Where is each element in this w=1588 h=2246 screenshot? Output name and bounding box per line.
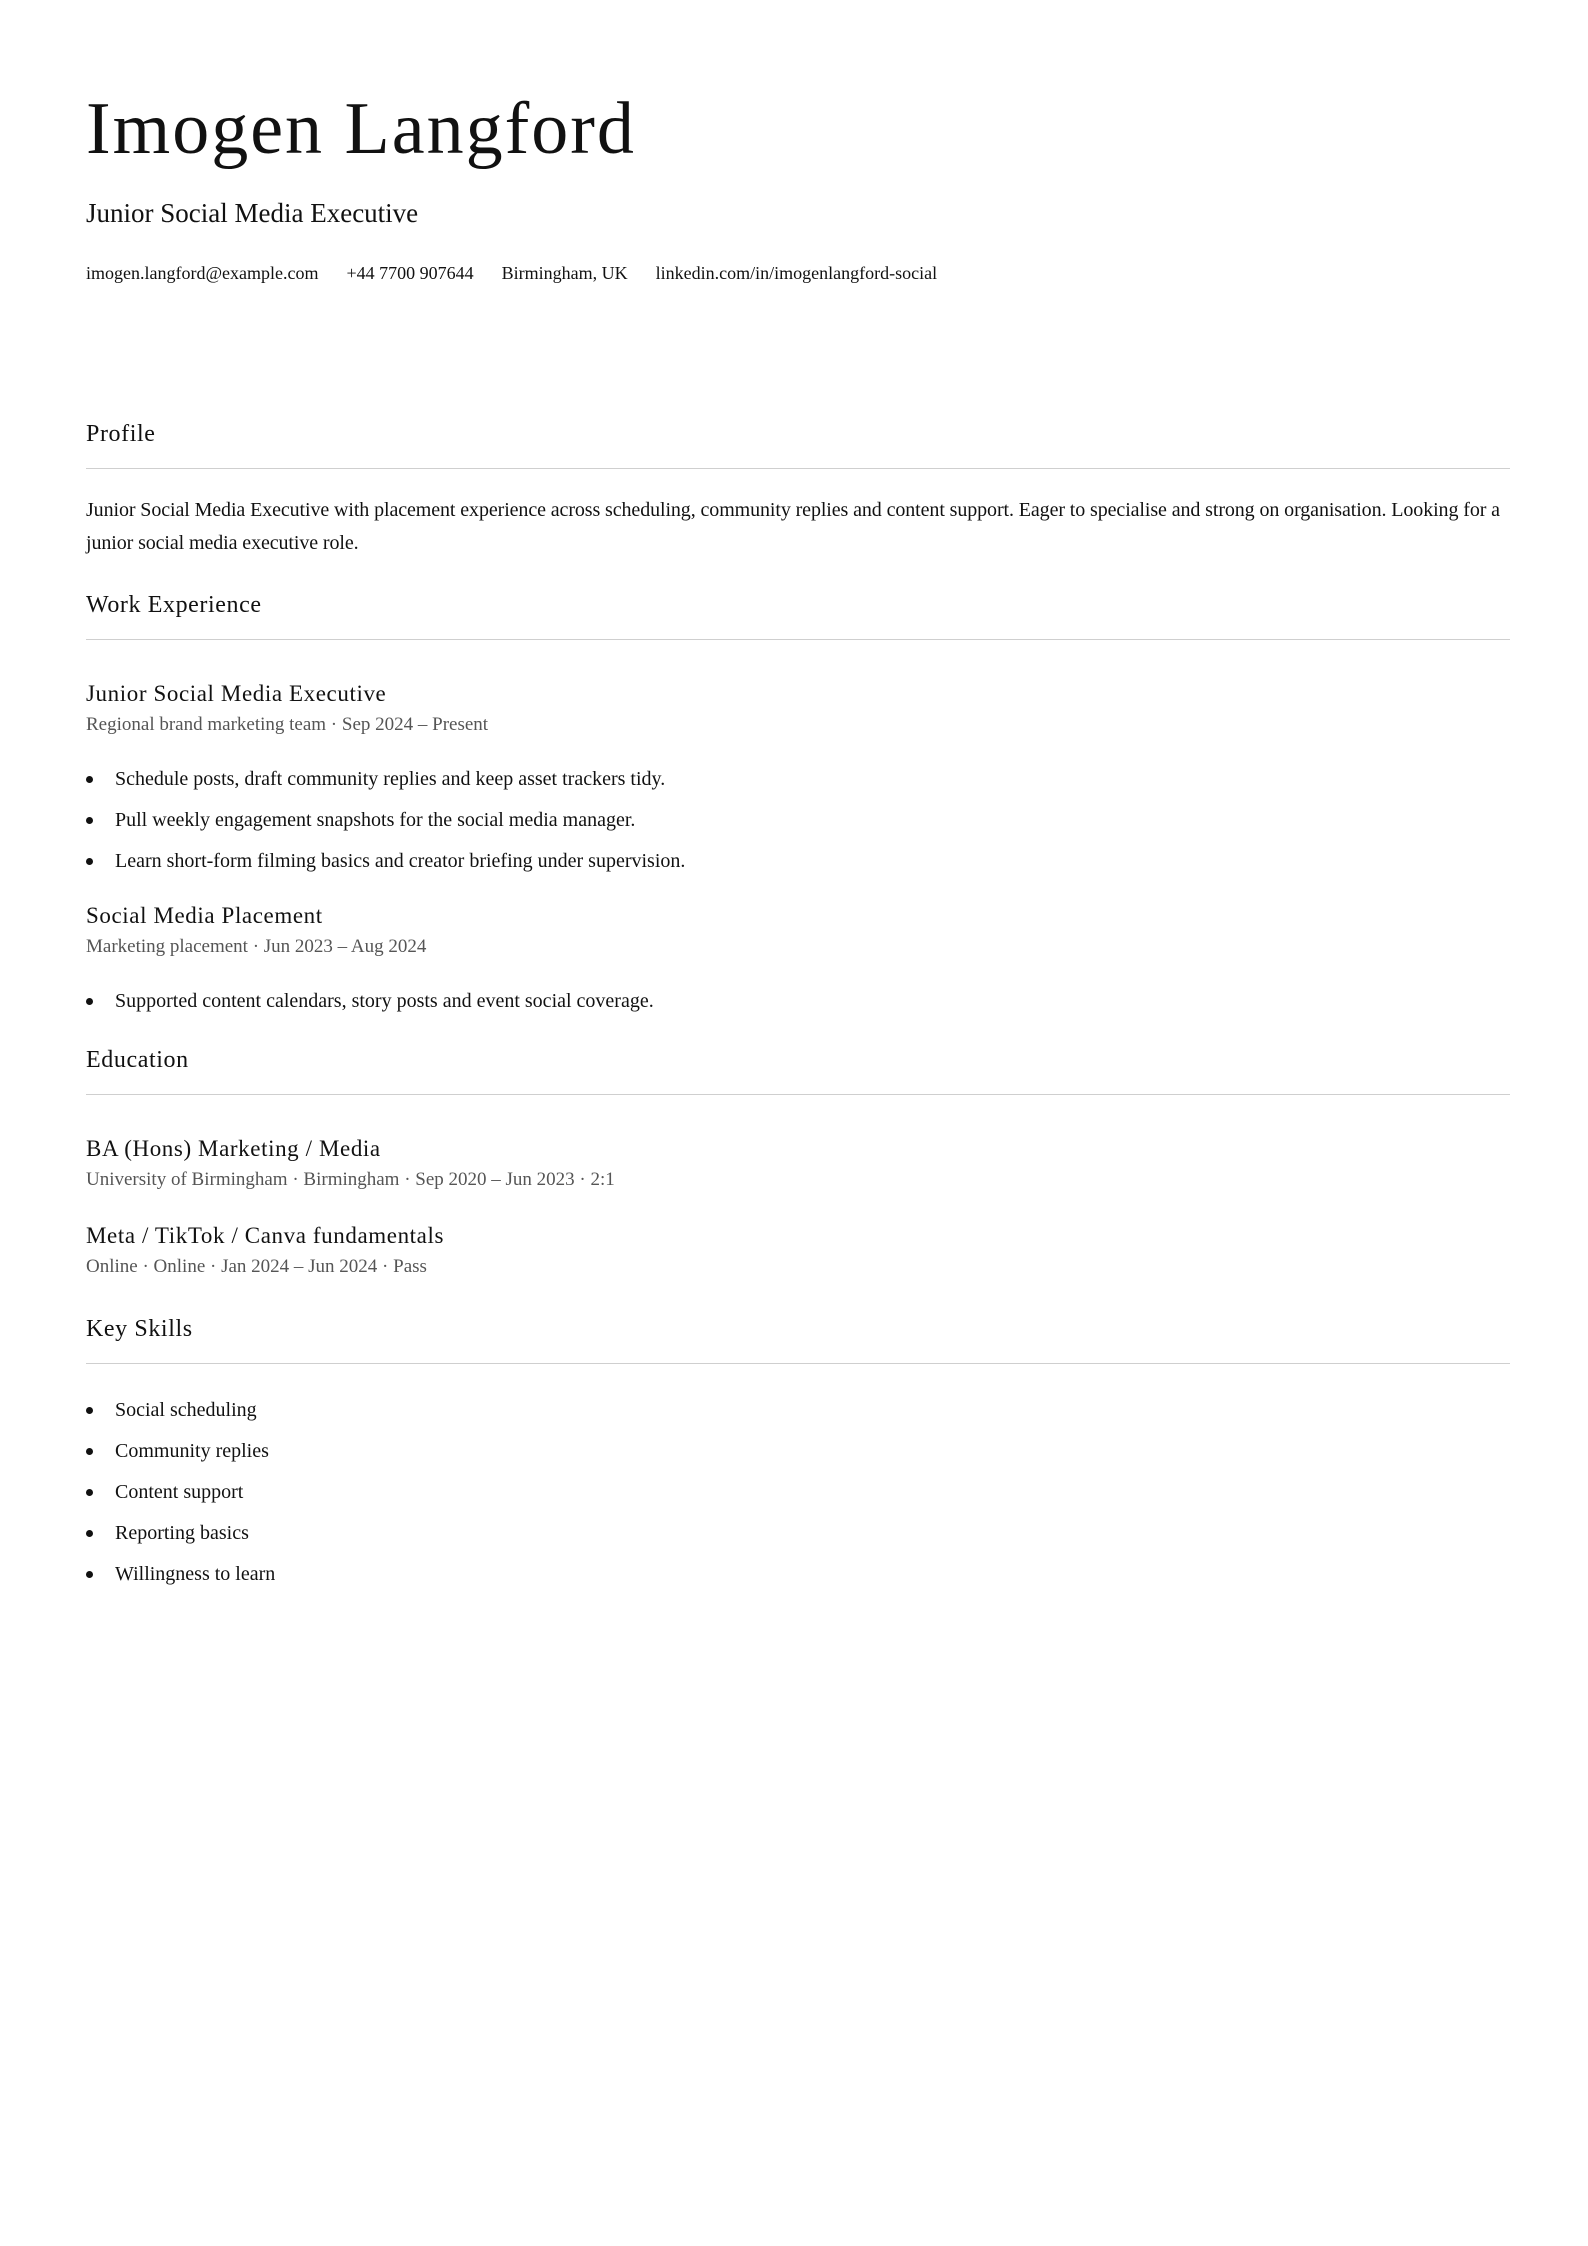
section-divider (86, 639, 1510, 640)
education-title: BA (Hons) Marketing / Media (86, 1136, 381, 1161)
education-title: Meta / TikTok / Canva fundamentals (86, 1223, 445, 1248)
bullet-dot (86, 776, 93, 783)
bullet-dot (86, 1407, 93, 1414)
section-divider (86, 1094, 1510, 1095)
contact-location: Birmingham, UK (501, 263, 628, 283)
contact-phone: +44 7700 907644 (346, 263, 474, 283)
education-meta: University of Birmingham · Birmingham · Sep 2020 – Jun 2023 · 2:1 (86, 1169, 615, 1190)
section-title-skills: Key Skills (86, 1316, 193, 1342)
bullet-dot (86, 1530, 93, 1537)
section-title-experience: Work Experience (86, 592, 262, 618)
skill-text: Willingness to learn (115, 1563, 276, 1585)
bullet-dot (86, 858, 93, 865)
section-title-education: Education (86, 1047, 189, 1073)
section-divider (86, 468, 1510, 469)
bullet-dot (86, 1448, 93, 1455)
section-divider (86, 1363, 1510, 1364)
job-title: Social Media Placement (86, 903, 323, 928)
contact-email: imogen.langford@example.com (86, 263, 319, 283)
skill-text: Reporting basics (115, 1522, 249, 1544)
bullet-text: Schedule posts, draft community replies and keep asset trackers tidy. (115, 768, 666, 790)
job-meta: Marketing placement · Jun 2023 – Aug 2024 (86, 936, 427, 957)
candidate-headline: Junior Social Media Executive (86, 198, 419, 228)
education-meta: Online · Online · Jan 2024 – Jun 2024 · Pass (86, 1256, 427, 1277)
bullet-dot (86, 1489, 93, 1496)
skill-text: Community replies (115, 1440, 269, 1462)
candidate-name: Imogen Langford (86, 88, 636, 170)
contact-line (86, 263, 937, 285)
profile-summary: Junior Social Media Executive with placement experience across scheduling, community replies and content support. Eager to specialise and strong on organisation. Looking for a junior social media executive role. (86, 499, 1500, 554)
bullet-text: Learn short-form filming basics and creator briefing under supervision. (115, 850, 686, 872)
job-meta: Regional brand marketing team · Sep 2024 – Present (86, 714, 489, 735)
job-title: Junior Social Media Executive (86, 681, 387, 706)
bullet-dot (86, 817, 93, 824)
skill-text: Content support (115, 1481, 244, 1503)
skill-text: Social scheduling (115, 1399, 257, 1421)
bullet-dot (86, 998, 93, 1005)
section-title-profile: Profile (86, 421, 156, 447)
contact-linkedin: linkedin.com/in/imogenlangford-social (655, 263, 938, 283)
bullet-text: Pull weekly engagement snapshots for the social media manager. (115, 809, 636, 831)
bullet-dot (86, 1571, 93, 1578)
bullet-text: Supported content calendars, story posts and event social coverage. (115, 990, 654, 1012)
